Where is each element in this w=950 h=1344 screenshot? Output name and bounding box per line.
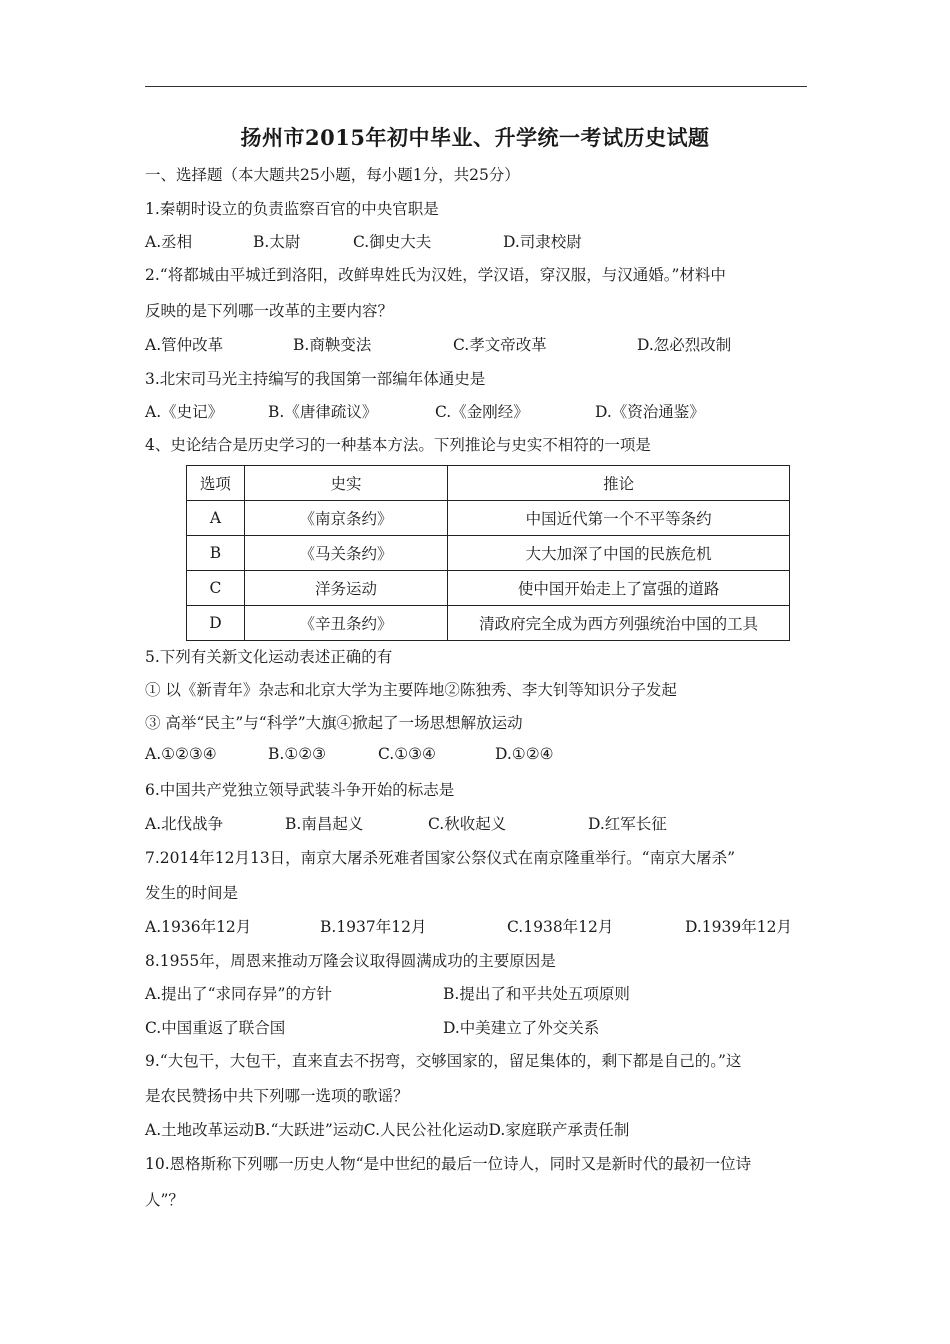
table-cell: 《南京条约》 — [244, 501, 447, 536]
table-header-cell: 选项 — [187, 466, 245, 501]
q9-stem-line2: 是农民赞扬中共下列哪一选项的歌谣？ — [145, 1087, 409, 1105]
q8-stem: 8.1955年，周恩来推动万隆会议取得圆满成功的主要原因是 — [145, 952, 556, 970]
q3-option-b: B.《唐律疏议》 — [268, 403, 378, 421]
q2-option-b: B.商鞅变法 — [293, 336, 372, 354]
q7-stem-line1: 7.2014年12月13日，南京大屠杀死难者国家公祭仪式在南京隆重举行。“南京大屠杀” — [145, 849, 736, 867]
table-cell: C — [187, 571, 245, 606]
q2-option-a: A.管仲改革 — [145, 336, 224, 354]
q7-option-a: A.1936年12月 — [145, 918, 252, 936]
q5-option-b: B.①②③ — [268, 745, 327, 763]
q5-option-c: C.①③④ — [378, 745, 436, 763]
q5-statement-line2: ③ 高举“民主”与“科学”大旗④掀起了一场思想解放运动 — [145, 714, 523, 732]
table-cell: 洋务运动 — [244, 571, 447, 606]
q1-option-d: D.司隶校尉 — [503, 233, 582, 251]
q5-statement-line1: ① 以《新青年》杂志和北京大学为主要阵地②陈独秀、李大钊等知识分子发起 — [145, 681, 677, 699]
table-cell: 大大加深了中国的民族危机 — [448, 536, 790, 571]
q1-option-c: C.御史大夫 — [353, 233, 432, 251]
q8-option-d: D.中美建立了外交关系 — [443, 1019, 600, 1037]
table-row — [187, 606, 790, 641]
q10-stem-line1: 10.恩格斯称下列哪一历史人物“是中世纪的最后一位诗人，同时又是新时代的最初一位诗 — [145, 1155, 752, 1173]
q5-stem: 5.下列有关新文化运动表述正确的有 — [145, 648, 393, 666]
q4-stem: 4、史论结合是历史学习的一种基本方法。下列推论与史实不相符的一项是 — [145, 436, 651, 454]
table-cell: 《马关条约》 — [244, 536, 447, 571]
q8-option-a: A.提出了“求同存异”的方针 — [145, 985, 332, 1003]
table-cell: 清政府完全成为西方列强统治中国的工具 — [448, 606, 790, 641]
q1-option-a: A.丞相 — [145, 233, 193, 251]
section-heading: 一、选择题（本大题共25小题，每小题1分，共25分） — [145, 166, 520, 184]
q4-table — [186, 465, 790, 641]
q9-stem-line1: 9.“大包干，大包干，直来直去不拐弯，交够国家的，留足集体的，剩下都是自己的。”这 — [145, 1052, 742, 1070]
table-cell: 中国近代第一个不平等条约 — [448, 501, 790, 536]
table-cell: B — [187, 536, 245, 571]
table-header-row — [187, 466, 790, 501]
q9-options: A.土地改革运动B.“大跃进”运动C.人民公社化运动D.家庭联产承责任制 — [145, 1121, 630, 1139]
exam-title: 扬州市2015年初中毕业、升学统一考试历史试题 — [240, 125, 710, 150]
q6-option-a: A.北伐战争 — [145, 815, 224, 833]
q1-option-b: B.太尉 — [253, 233, 301, 251]
table-row — [187, 501, 790, 536]
q6-stem: 6.中国共产党独立领导武装斗争开始的标志是 — [145, 781, 455, 799]
q3-option-c: C.《金刚经》 — [435, 403, 529, 421]
q3-option-a: A.《史记》 — [145, 403, 224, 421]
q5-option-d: D.①②④ — [495, 745, 554, 763]
header-rule — [145, 86, 807, 87]
table-row — [187, 536, 790, 571]
q10-stem-line2: 人”？ — [145, 1191, 184, 1209]
table-header-cell: 推论 — [448, 466, 790, 501]
q7-option-b: B.1937年12月 — [320, 918, 427, 936]
q2-stem-line2: 反映的是下列哪一改革的主要内容？ — [145, 302, 394, 320]
q5-option-a: A.①②③④ — [145, 745, 217, 763]
q2-option-d: D.忽必烈改制 — [637, 336, 732, 354]
q3-stem: 3.北宋司马光主持编写的我国第一部编年体通史是 — [145, 370, 486, 388]
q2-stem-line1: 2.“将都城由平城迁到洛阳，改鲜卑姓氏为汉姓，学汉语，穿汉服，与汉通婚。”材料中 — [145, 266, 726, 284]
q6-option-b: B.南昌起义 — [285, 815, 364, 833]
table-cell: 使中国开始走上了富强的道路 — [448, 571, 790, 606]
q8-option-c: C.中国重返了联合国 — [145, 1019, 286, 1037]
table-cell: D — [187, 606, 245, 641]
q6-option-d: D.红军长征 — [588, 815, 667, 833]
table-row — [187, 571, 790, 606]
q7-stem-line2: 发生的时间是 — [145, 884, 239, 902]
q2-option-c: C.孝文帝改革 — [453, 336, 547, 354]
q7-option-c: C.1938年12月 — [507, 918, 614, 936]
q6-option-c: C.秋收起义 — [428, 815, 507, 833]
q7-option-d: D.1939年12月 — [685, 918, 792, 936]
table-cell: A — [187, 501, 245, 536]
q8-option-b: B.提出了和平共处五项原则 — [443, 985, 630, 1003]
q3-option-d: D.《资治通鉴》 — [595, 403, 705, 421]
q1-stem: 1.秦朝时设立的负责监察百官的中央官职是 — [145, 200, 439, 218]
table-header-cell: 史实 — [244, 466, 447, 501]
table-cell: 《辛丑条约》 — [244, 606, 447, 641]
